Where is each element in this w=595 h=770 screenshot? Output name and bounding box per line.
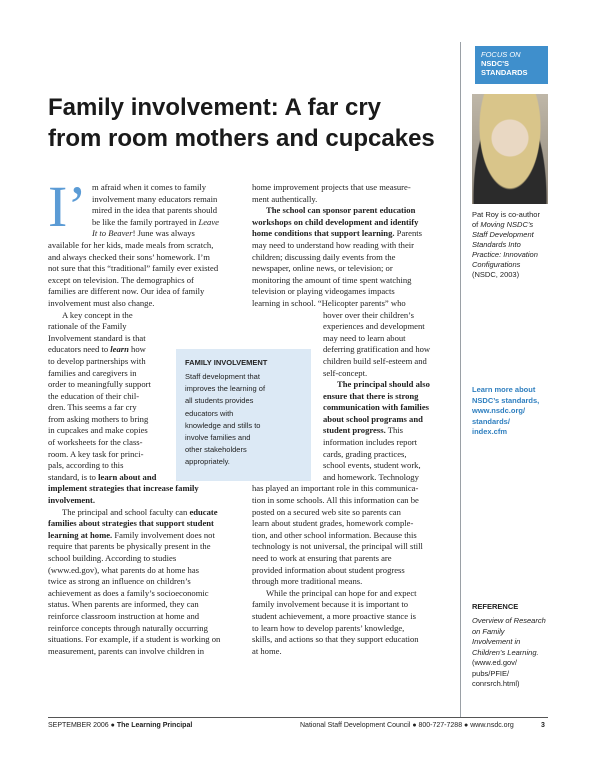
learn-more-line: standards/ [472,416,510,426]
text-line: families are different now. Our idea of family [48,286,205,297]
bold-phrase: student progress. [323,425,386,436]
footer-left [48,722,192,729]
standard-callout-box [176,349,311,481]
text-line: achievement as does a family’s socioeconomic [48,587,209,598]
text-line: may need to understand how reading with their [252,239,415,250]
callout-line: knowledge and stills to [185,420,261,430]
text-line: through more traditional means. [252,576,363,587]
footer-date: SEPTEMBER 2006 [48,722,111,729]
text-line: reinforce classroom instruction at home and [48,610,200,621]
text-line: educators need to [48,344,111,355]
callout-line: all students provides [185,396,254,406]
bold-phrase: communication with families [323,402,429,413]
bio-book-title: Practice: Innovation [472,250,538,259]
badge-line-1: FOCUS ON [481,50,521,59]
callout-text [185,371,302,469]
bold-phrase: ensure that there is strong [323,390,419,401]
learn-more-line: Learn more about [472,385,536,394]
text-line: has played an important role in this communica- [252,483,419,494]
text-line: cards, grading practices, [323,448,407,459]
text-line: the education of their chil- [48,390,140,401]
text-line: involvement many educators remain [92,193,218,204]
text-line: may need to learn about [323,332,406,343]
tv-show-title: It to Beaver [92,228,133,239]
footer-publication: The Learning Principal [114,722,193,729]
text-line: twice as strong an influence on children’s [48,576,191,587]
text-line: families and caregivers in [48,367,137,378]
text-line: television or playing videogames impacts [252,286,395,297]
emphasis-learn: learn [110,344,129,355]
callout-line: improves the learning of [185,384,266,394]
text-line: pals, according to this [48,460,124,471]
footer-right: National Staff Development Council ● 800-727-7288 ● www.nsdc.org [300,722,514,729]
text-line: situations. For example, if a student is working on [48,634,221,645]
text-line: home improvement projects that use measure- [252,182,411,192]
text-line: children; discussing daily events from the [252,251,396,262]
reference-title: Children’s Learning. [472,647,539,657]
reference-heading: REFERENCE [472,602,519,611]
text-line: not sure that this “traditional” family ever existed [48,263,219,274]
text-line: school events, student work, [323,460,421,471]
text-line: except on television. The demographics of [48,274,194,285]
text-line: tion in some schools. All this information can be [252,495,419,506]
text-line: Involvement standard is that [48,332,146,343]
bio-book-title: Standards Into [472,240,521,249]
bold-phrase: educate [189,506,218,517]
text-line: monitoring the amount of time spent watching [252,274,412,285]
text-line: need to work at ensuring that parents are [252,553,392,563]
text-line: m afraid when it comes to family [92,182,207,192]
focus-badge [475,46,548,84]
text-line: Family involvement does not [112,529,215,540]
reference-url[interactable]: pubs/PFIE/ [472,668,510,678]
reference-url[interactable]: (www.ed.gov/ [472,658,518,667]
callout-line: other stakeholders [185,445,247,455]
page-number: 3 [541,722,545,729]
callout-line: educators with [185,408,234,418]
text-line: learn about student grades, homework comple- [252,518,414,529]
text-line: room. A key task for princi- [48,448,144,459]
bold-phrase: families about strategies that support student [48,518,214,529]
text-line: (www.ed.gov), what parents do at home has [48,564,199,575]
text-line: learning in school. “Helicopter parents” who [252,297,406,308]
article-title [48,92,448,154]
text-line: Parents [394,228,422,239]
text-line: skills, and actions so that they support education [252,634,419,645]
title-line-2: from room mothers and cupcakes [48,125,435,152]
text-line: status. When parents are informed, they can [48,599,199,610]
reference-title: on Family [472,626,505,636]
learn-more-link[interactable] [472,385,552,438]
reference-body [472,616,552,690]
text-line: be like the family portrayed in [92,216,199,227]
text-line: and always checked their sons’ homework. I’m [48,251,210,262]
drop-cap: I’ [48,174,87,239]
bio-book-title: Configurations [472,260,521,269]
text-line: and homework. Technology [323,471,419,482]
text-line: dren. This seems a far cry [48,402,137,413]
text-line: order to meaningfully support [48,379,151,390]
text-line: experiences and development [323,321,425,332]
column-divider [460,42,461,717]
text-line: school building. According to studies [48,553,177,563]
callout-line: involve families and [185,433,251,443]
callout-line: appropriately. [185,457,230,467]
text-line: in cupcakes and make copies [48,425,148,436]
bio-book-title: Moving NSDC’s [480,220,534,229]
text-line: rationale of the Family [48,321,127,332]
text-line: of worksheets for the class- [48,437,143,448]
text-line: newspaper, online news, or television; or [252,263,393,274]
bold-phrase: The school can sponsor parent education [266,205,416,216]
bio-line: Pat Roy is co-author [472,210,540,219]
text-line: student achievement, a more proactive stance is [252,610,416,621]
text-line: require that parents be physically present in the [48,541,211,552]
text-line: mired in the idea that parents should [92,205,218,216]
text-line: self-concept. [323,367,368,378]
bold-phrase: involvement. [48,495,96,506]
text-line: A key concept in the [62,309,133,320]
learn-more-line: index.cfm [472,427,508,436]
text-line: from asking mothers to bring [48,413,149,424]
badge-line-3: STANDARDS [481,68,528,77]
text-line: ment authentically. [252,193,318,204]
text-line: tion, and other school information. Because this [252,529,417,540]
title-line-1: Family involvement: A far cry [48,94,381,121]
bold-phrase: implement strategies that increase family [48,483,199,494]
bio-line: (NSDC, 2003) [472,270,520,279]
text-line: posted on a secured web site so parents can [252,506,401,517]
text-line: deferring gratification and how [323,344,431,355]
tv-show-title: Leave [198,216,219,227]
bold-phrase: about school programs and [323,413,423,424]
author-photo [472,94,548,204]
text-line: to learn how to develop parents’ knowledge, [252,622,405,633]
bold-phrase: The principal should also [337,379,430,390]
badge-line-2: NSDC'S [481,59,510,68]
text-line: technology is not universal, the principal will still [252,541,423,552]
text-line: children build self-esteem and [323,355,427,366]
text-line: to develop partnerships with [48,355,146,366]
text-line: The principal and school faculty can [62,506,190,517]
text-line: ! June was always [132,228,195,239]
author-bio [472,210,552,280]
reference-url[interactable]: conrsrch.html) [472,679,520,688]
text-line: measurement, parents can involve children in [48,645,205,656]
text-line: standard, is to [48,471,99,482]
learn-more-line: NSDC’s standards, [472,395,540,405]
text-line: at home. [252,645,282,656]
bio-book-title: Staff Development [472,230,534,239]
bold-phrase: learning at home. [48,529,113,540]
text-line: hover over their children’s [323,309,414,320]
text-line: provided information about student progress [252,564,405,575]
footer-rule [48,717,548,718]
callout-line: Staff development that [185,372,260,381]
text-line: involvement must also change. [48,297,155,308]
bold-phrase: learn about and [98,471,157,482]
bold-phrase: workshops on child development and identify [252,216,419,227]
learn-more-line: www.nsdc.org/ [472,406,526,415]
bold-phrase: home conditions that support learning. [252,228,395,239]
text-line: reinforce concepts through naturally occurring [48,622,208,633]
text-line: This [385,425,403,436]
bio-line: of [472,220,481,229]
callout-heading: FAMILY INVOLVEMENT [185,358,268,367]
text-line: family involvement because it is important to [252,599,409,610]
text-line: available for her kids, made meals from scratch, [48,239,214,250]
text-line: information includes report [323,437,418,448]
reference-title: Involvement in [472,637,521,646]
bullet-icon: ● [110,722,115,729]
text-line: how [128,344,146,355]
reference-title: Overview of Research [472,616,546,625]
text-line: While the principal can hope for and expect [266,587,417,598]
